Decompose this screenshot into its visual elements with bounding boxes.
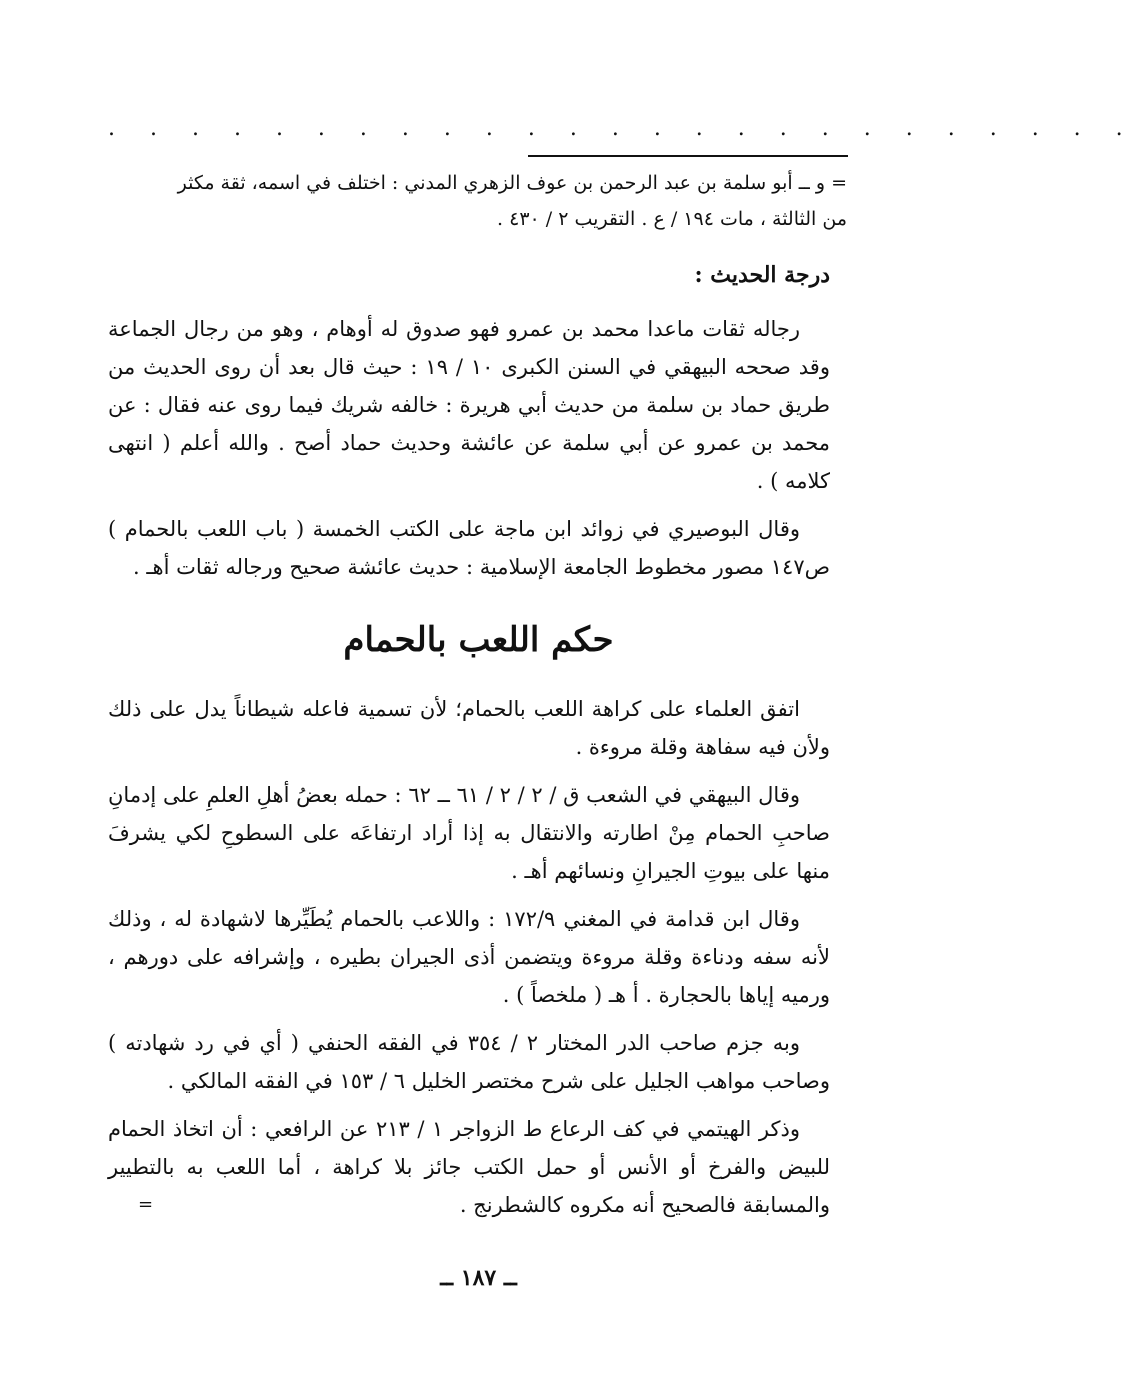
continuation-mark: = <box>138 1194 154 1215</box>
paragraph <box>108 1110 830 1224</box>
chapter-title: حكم اللعب بالحمام <box>343 620 614 660</box>
paragraph: وقال البيهقي في الشعب ق / ٢ / ٢ / ٦١ ــ ٦٢ : حمله بعضُ أهلِ العلمِ على إدمانِ صاحبِ الحمام مِنْ اطارته والانتقال به إذا أراد ارتفاعَه على السطوحِ لكي يشرفَ منها على بيوتِ الجيرانِ ونسائهم أهـ . <box>108 783 830 883</box>
section-heading: درجة الحديث : <box>694 262 830 288</box>
footnote-continuation <box>107 165 847 237</box>
ellipsis-dots: . . . . . . . . . . . . . . . . . . . . . . . . . <box>108 116 1137 141</box>
paragraph: وقال البوصيري في زوائد ابن ماجة على الكتب الخمسة ( باب اللعب بالحمام ) ص١٤٧ مصور مخطوط الجامعة الإسلامية : حديث عائشة صحيح ورجاله ثقات أهـ . <box>108 517 830 579</box>
paragraph: رجاله ثقات ماعدا محمد بن عمرو فهو صدوق له أوهام ، وهو من رجال الجماعة وقد صححه البيهقي في السنن الكبرى ١٠ / ١٩ : حيث قال بعد أن روى الحديث من طريق حماد بن سلمة من حديث أبي هريرة : خالفه شريك فيما روى عنه فقال : عن محمد بن عمرو عن أبي سلمة عن عائشة وحديث حماد أصح . والله أعلم ( انتهى كلامه ) . <box>108 317 830 493</box>
chapter-body <box>108 690 830 1234</box>
paragraph-text: وذكر الهيتمي في كف الرعاع ط الزواجر ١ / ٢١٣ عن الرافعي : أن اتخاذ الحمام للبيض والفرخ أو الأنس أو حمل الكتب جائز بلا كراهة ، أما اللعب به بالتطيير والمسابقة فالصحيح أنه مكروه كالشطرنج . <box>108 1117 830 1217</box>
footnote-line: من الثالثة ، مات ١٩٤ / ع . التقريب ٢ / ٤٣٠ . <box>497 208 847 230</box>
page-number: ــ ١٨٧ ــ <box>440 1265 517 1291</box>
footnote-line: = و ــ أبو سلمة بن عبد الرحمن بن عوف الزهري المدني : اختلف في اسمه، ثقة مكثر <box>177 172 847 194</box>
footnote-separator-rule <box>528 155 848 157</box>
hadith-grade-section <box>108 310 830 596</box>
paragraph: وبه جزم صاحب الدر المختار ٢ / ٣٥٤ في الفقه الحنفي ( أي في رد شهادته ) وصاحب مواهب الجليل على شرح مختصر الخليل ٦ / ١٥٣ في الفقه المالكي . <box>108 1031 830 1093</box>
paragraph: وقال ابن قدامة في المغني ١٧٢/٩ : واللاعب بالحمام يُطَيِّرها لاشهادة له ، وذلك لأنه سفه ودناءة وقلة مروءة ويتضمن أذى الجيران بطيره ، وإشرافه على دورهم ، ورميه إياها بالحجارة . أ هـ ( ملخصاً ) . <box>108 907 830 1007</box>
paragraph: اتفق العلماء على كراهة اللعب بالحمام؛ لأن تسمية فاعله شيطاناً يدل على ذلك ولأن فيه سفاهة وقلة مروءة . <box>108 697 830 759</box>
